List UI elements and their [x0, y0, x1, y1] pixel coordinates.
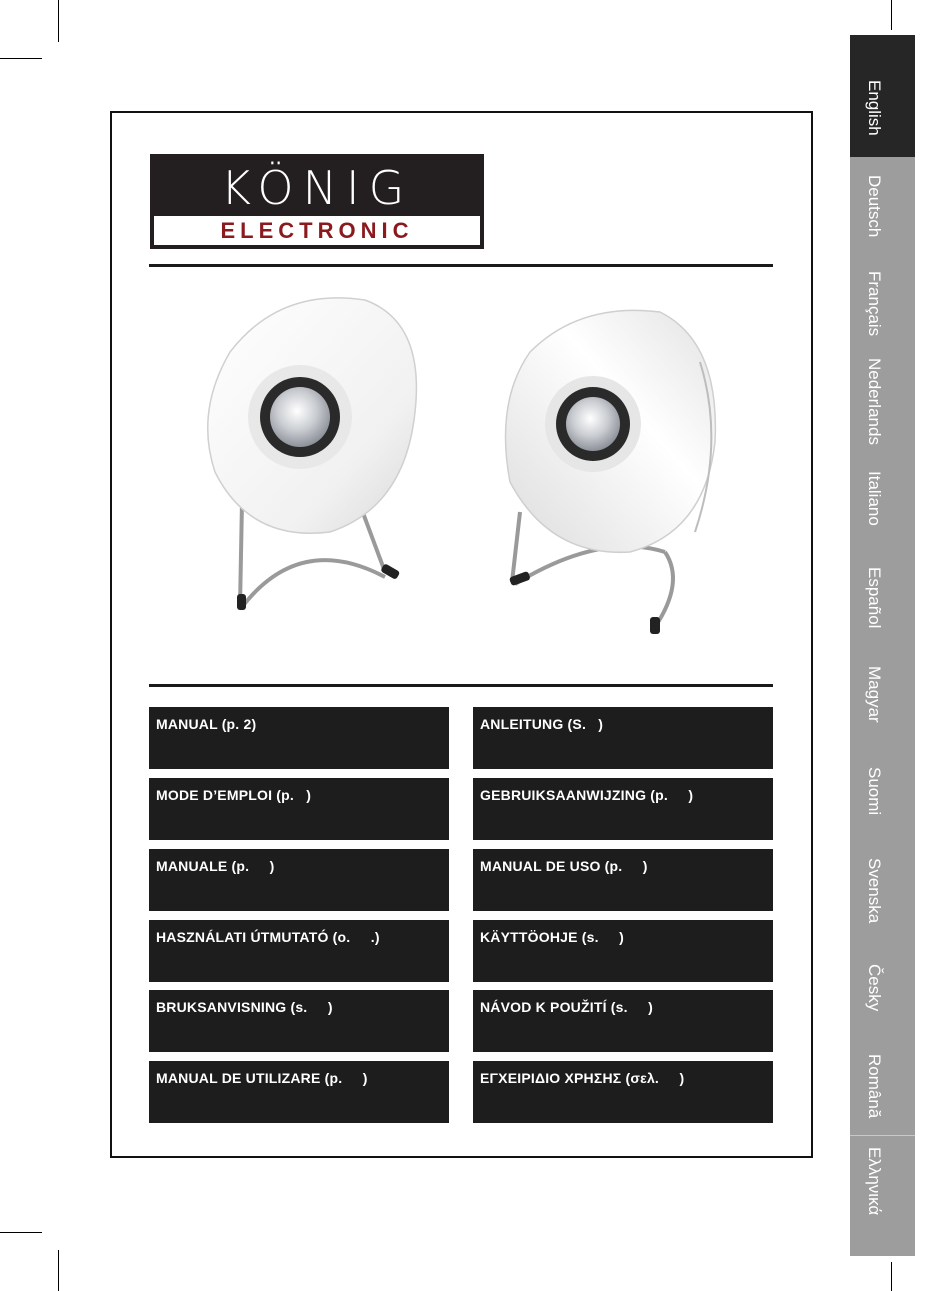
right-foot-2 [650, 617, 660, 634]
sidebar-tab-label: English [865, 80, 884, 136]
konig-logo [150, 154, 484, 249]
manual-sv[interactable] [149, 990, 449, 1052]
manual-label: ANLEITUNG (S. ) [480, 716, 604, 732]
manual-label: BRUKSANVISNING (s. ) [156, 999, 333, 1015]
logo-subtitle: ELECTRONIC [154, 216, 480, 245]
right-speaker-cone [566, 397, 620, 451]
manual-label: ΕΓΧΕΙΡΙΔΙΟ ΧΡΗΣΗΣ (σελ. ) [480, 1070, 685, 1086]
manual-it[interactable] [149, 849, 449, 911]
sidebar-tab-label: Italiano [865, 471, 884, 526]
sidebar-tab-label: Svenska [865, 858, 884, 924]
sidebar-tab-cesky[interactable] [850, 954, 915, 1054]
manual-cs[interactable] [473, 990, 773, 1052]
sidebar-tab-label: Suomi [865, 767, 884, 816]
manual-fi[interactable] [473, 920, 773, 982]
left-speaker-cone [270, 387, 330, 447]
sidebar-tab-italiano[interactable] [850, 461, 915, 561]
manual-ro[interactable] [149, 1061, 449, 1123]
sidebar-tab-espanol[interactable] [850, 557, 915, 657]
sidebar-tab-magyar[interactable] [850, 656, 915, 756]
crop-mark [58, 0, 59, 42]
manual-label: MANUAL DE USO (p. ) [480, 858, 648, 874]
manual-label: NÁVOD K POUŽITÍ (s. ) [480, 999, 654, 1015]
crop-mark [0, 1232, 42, 1233]
top-divider [149, 264, 773, 267]
sidebar-tab-label: Nederlands [865, 358, 884, 445]
manual-label: MANUALE (p. ) [156, 858, 275, 874]
sidebar-tab-label: Español [865, 567, 884, 629]
logo-brand: KÖNIG [220, 161, 414, 215]
sidebar-tab-label: Deutsch [865, 175, 884, 238]
manual-label: GEBRUIKSAANWIJZING (p. ) [480, 787, 694, 803]
left-foot-1 [237, 594, 246, 610]
manual-es[interactable] [473, 849, 773, 911]
sidebar-tab-romana[interactable] [850, 1044, 915, 1144]
bottom-divider [149, 684, 773, 687]
sidebar-tab-deutsch[interactable] [850, 165, 915, 265]
crop-mark [891, 0, 892, 30]
sidebar-tab-label: Română [865, 1054, 884, 1119]
manual-fr[interactable] [149, 778, 449, 840]
sidebar-tab-english[interactable] [850, 70, 915, 170]
manual-label: MANUAL (p. 2) [156, 716, 257, 732]
speakers-photo [160, 282, 760, 662]
crop-mark [0, 58, 42, 59]
sidebar-tab-label: Česky [865, 964, 884, 1012]
manual-label: MODE D’EMPLOI (p. ) [156, 787, 312, 803]
sidebar-tab-label: Magyar [865, 666, 884, 723]
sidebar-tab-label: Ελληνικά [865, 1147, 884, 1216]
sidebar-divider [850, 1135, 915, 1136]
manual-en[interactable] [149, 707, 449, 769]
crop-mark [58, 1250, 59, 1291]
sidebar-tab-svenska[interactable] [850, 848, 915, 948]
language-sidebar [850, 35, 915, 1256]
sidebar-tab-francais[interactable] [850, 261, 915, 361]
crop-mark [891, 1262, 892, 1291]
sidebar-tab-suomi[interactable] [850, 757, 915, 857]
manual-label: KÄYTTÖOHJE (s. ) [480, 929, 625, 945]
sidebar-tab-label: Français [865, 271, 884, 337]
manual-label: HASZNÁLATI ÚTMUTATÓ (o. .) [156, 929, 380, 945]
manual-de[interactable] [473, 707, 773, 769]
manual-hu[interactable] [149, 920, 449, 982]
sidebar-tab-ellinika[interactable] [850, 1137, 915, 1237]
sidebar-tab-nederlands[interactable] [850, 348, 915, 448]
manual-el[interactable] [473, 1061, 773, 1123]
manual-label: MANUAL DE UTILIZARE (p. ) [156, 1070, 368, 1086]
manual-nl[interactable] [473, 778, 773, 840]
